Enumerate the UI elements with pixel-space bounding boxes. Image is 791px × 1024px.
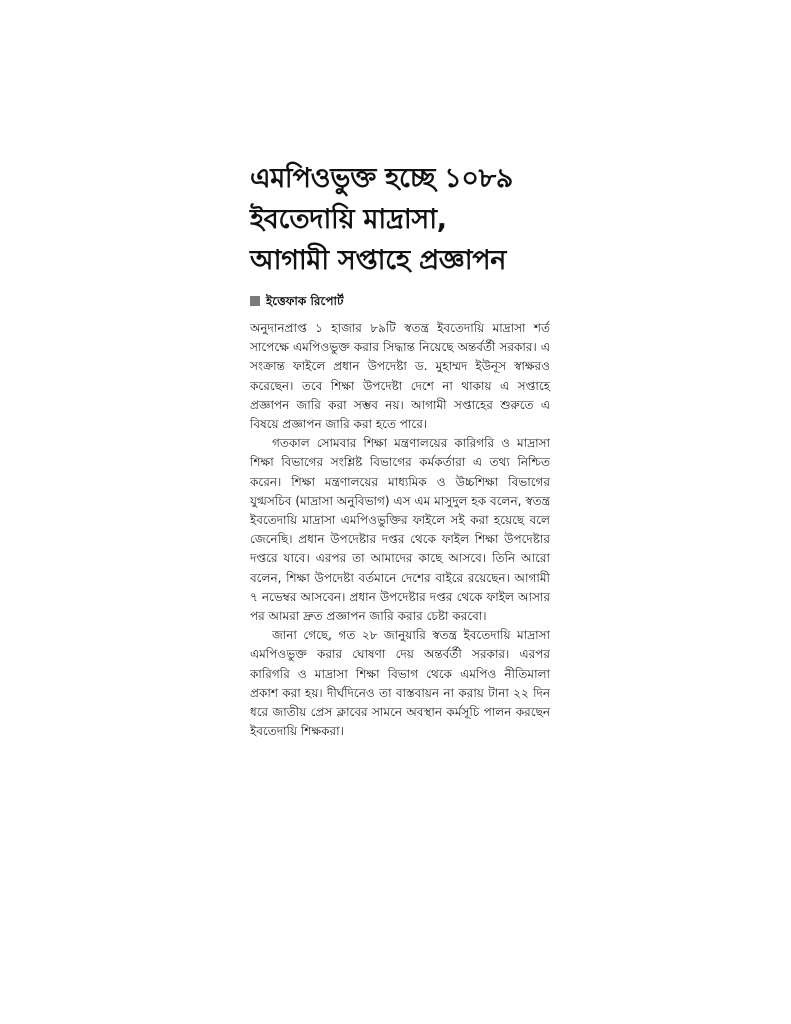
paragraph-1: অনুদানপ্রাপ্ত ১ হাজার ৮৯টি স্বতন্ত্র ইবতেদায়ি মাদ্রাসা শর্ত সাপেক্ষে এমপিওভুক্ত করার সিদ্ধান্ত নিয়েছে অন্তর্বর্তী সরকার। এ সংক্রান্ত ফাইলে প্রধান উপদেষ্টা ড. মুহাম্মদ ইউনূস স্বাক্ষরও করেছেন। তবে শিক্ষা উপদেষ্টা দেশে না থাকায় এ সপ্তাহে প্রজ্ঞাপন জারি করা সম্ভব নয়। আগামী সপ্তাহের শুরুতে এ বিষয়ে প্রজ্ঞাপন জারি করা হতে পারে। xyxy=(250,321,550,432)
headline-line-3: আগামী সপ্তাহে প্রজ্ঞাপন xyxy=(250,245,507,276)
paragraph-2: গতকাল সোমবার শিক্ষা মন্ত্রণালয়ের কারিগরি ও মাদ্রাসা শিক্ষা বিভাগের সংশ্লিষ্ট বিভাগের কর্মকর্তারা এ তথ্য নিশ্চিত করেন। শিক্ষা মন্ত্রণালয়ের মাধ্যমিক ও উচ্চশিক্ষা বিভাগের যুগ্মসচিব (মাদ্রাসা অনুবিভাগ) এস এম মাসুদুল হক বলেন, স্বতন্ত্র ইবতেদায়ি মাদ্রাসা এমপিওভুক্তির ফাইলে সই করা হয়েছে বলে জেনেছি। প্রধান উপদেষ্টার দপ্তর থেকে ফাইল শিক্ষা উপদেষ্টার দপ্তরে যাবে। এরপর তা আমাদের কাছে আসবে। তিনি আরো বলেন, শিক্ষা উপদেষ্টা বর্তমানে দেশের বাইরে রয়েছেন। আগামী ৭ নভেম্বর আসবেন। প্রধান উপদেষ্টার দপ্তর থেকে ফাইল আসার পর আমরা দ্রুত প্রজ্ঞাপন জারি করার চেষ্টা করবো। xyxy=(250,436,550,624)
paragraph-3: জানা গেছে, গত ২৮ জানুয়ারি স্বতন্ত্র ইবতেদায়ি মাদ্রাসা এমপিওভুক্ত করার ঘোষণা দেয় অন্তর্বর্তী সরকার। এরপর কারিগরি ও মাদ্রাসা শিক্ষা বিভাগ থেকে এমপিও নীতিমালা প্রকাশ করা হয়। দীর্ঘদিনেও তা বাস্তবায়ন না করায় টানা ২২ দিন ধরে জাতীয় প্রেস ক্লাবের সামনে অবস্থান কর্মসূচি পালন করছেন ইবতেদায়ি শিক্ষকরা। xyxy=(250,628,550,739)
headline-line-2: ইবতেদায়ি মাদ্রাসা, xyxy=(250,204,447,235)
byline-text: ইত্তেফাক রিপোর্ট xyxy=(266,294,344,308)
news-clipping xyxy=(250,158,550,741)
square-bullet-icon xyxy=(250,296,260,306)
headline xyxy=(250,158,550,281)
headline-line-1: এমপিওভুক্ত হচ্ছে ১০৮৯ xyxy=(250,163,514,194)
byline xyxy=(250,293,550,309)
article-body xyxy=(250,319,550,741)
